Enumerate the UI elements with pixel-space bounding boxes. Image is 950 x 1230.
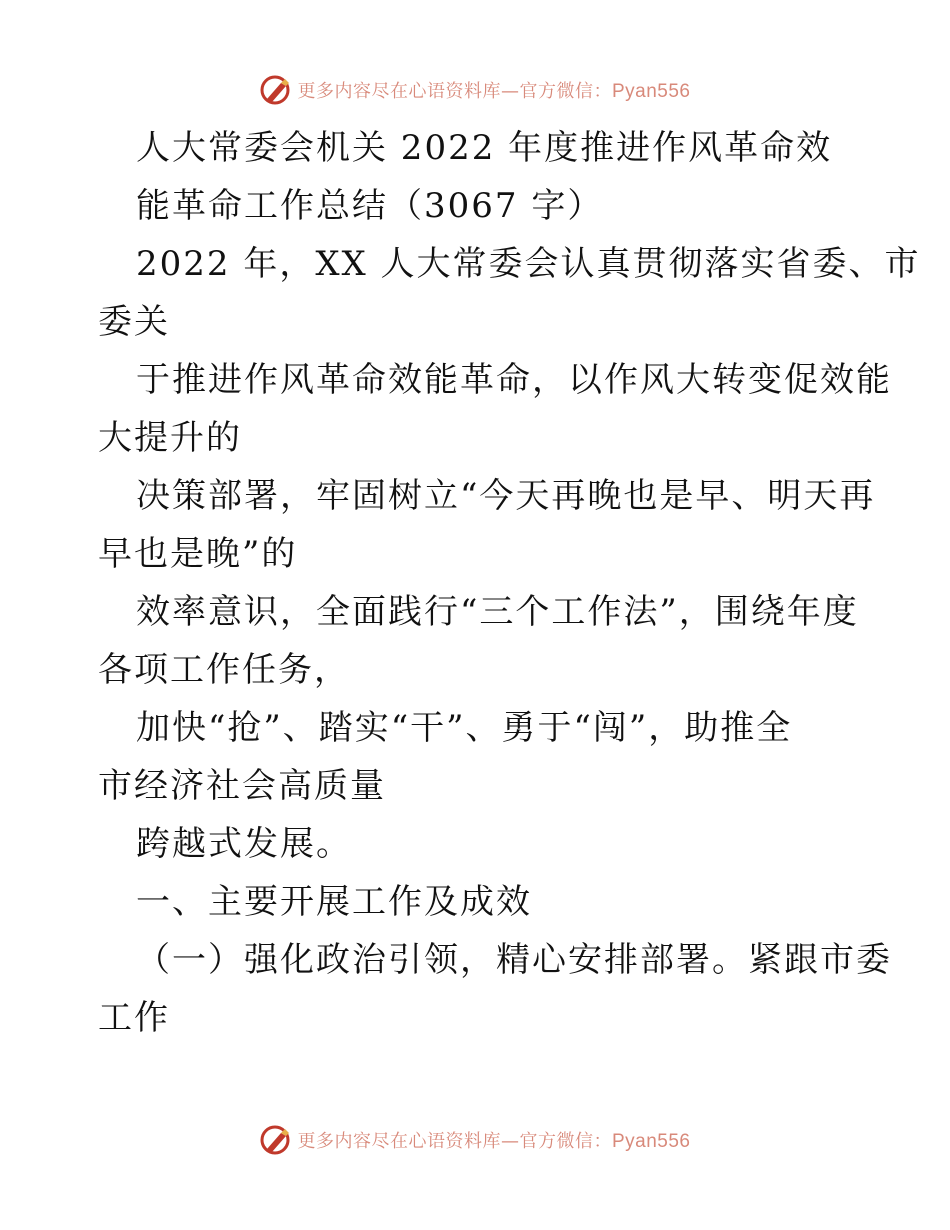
paragraph-line: 效率意识，全面践行“三个工作法”，围绕年度 <box>136 592 859 632</box>
title-line-1: 人大常委会机关 2022 年度推进作风革命效 <box>136 128 833 168</box>
paragraph-line: 市经济社会高质量 <box>98 766 386 806</box>
footer-watermark <box>0 1122 950 1158</box>
watermark-text: 更多内容尽在心语资料库—官方微信：Pyan556 <box>297 81 691 102</box>
paragraph-line: 加快“抢”、踏实“干”、勇于“闯”，助推全 <box>136 708 793 748</box>
subsection-line: （一）强化政治引领，精心安排部署。紧跟市委 <box>136 940 892 980</box>
paragraph-line: 工作 <box>98 998 170 1038</box>
paragraph-line: 决策部署，牢固树立“今天再晚也是早、明天再 <box>136 476 876 516</box>
paragraph-line: 于推进作风革命效能革命，以作风大转变促效能 <box>136 360 892 400</box>
title-line-2: 能革命工作总结（3067 字） <box>136 186 604 226</box>
header-watermark <box>0 72 950 108</box>
section-heading: 一、主要开展工作及成效 <box>136 882 532 922</box>
paragraph-line: 大提升的 <box>98 418 242 458</box>
paragraph-line: 早也是晚”的 <box>98 534 298 574</box>
paragraph-line: 各项工作任务， <box>98 650 350 690</box>
paragraph-line: 跨越式发展。 <box>136 824 352 864</box>
pen-logo-icon <box>259 73 293 107</box>
document-body <box>98 119 921 1047</box>
pen-logo-icon <box>259 1123 293 1157</box>
paragraph-line: 委关 <box>98 302 170 342</box>
paragraph-line: 2022 年，XX 人大常委会认真贯彻落实省委、市 <box>136 244 921 284</box>
watermark-text: 更多内容尽在心语资料库—官方微信：Pyan556 <box>297 1131 691 1152</box>
